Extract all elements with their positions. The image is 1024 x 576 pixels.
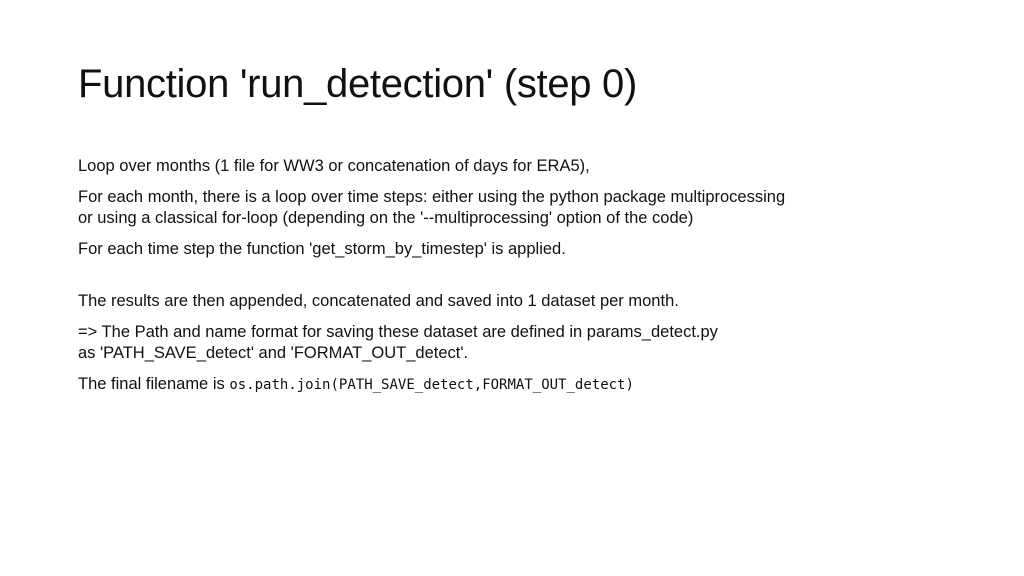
slide-body <box>78 156 938 406</box>
paragraph-loop-timesteps-line-1: For each month, there is a loop over time steps: either using the python package multiprocessing <box>78 188 786 206</box>
paragraph-function-applied: For each time step the function 'get_storm_by_timestep' is applied. <box>78 240 566 258</box>
paragraph-loop-months: Loop over months (1 file for WW3 or concatenation of days for ERA5), <box>78 157 590 175</box>
paragraph-loop-timesteps-line-2: or using a classical for-loop (depending on the '--multiprocessing' option of the code) <box>78 209 694 227</box>
paragraph-path-format <box>78 322 938 364</box>
spacer <box>78 270 938 291</box>
paragraph-path-format-line-2: as 'PATH_SAVE_detect' and 'FORMAT_OUT_detect'. <box>78 344 469 362</box>
slide-title: Function 'run_detection' (step 0) <box>78 62 638 106</box>
final-filename-label: The final filename is <box>78 375 230 393</box>
final-filename-code: os.path.join(PATH_SAVE_detect,FORMAT_OUT_detect) <box>229 377 634 393</box>
paragraph-loop-timesteps <box>78 187 938 229</box>
paragraph-results-saved: The results are then appended, concatenated and saved into 1 dataset per month. <box>78 292 679 310</box>
paragraph-final-filename <box>78 374 938 396</box>
paragraph-path-format-line-1: => The Path and name format for saving these dataset are defined in params_detect.py <box>78 323 718 341</box>
